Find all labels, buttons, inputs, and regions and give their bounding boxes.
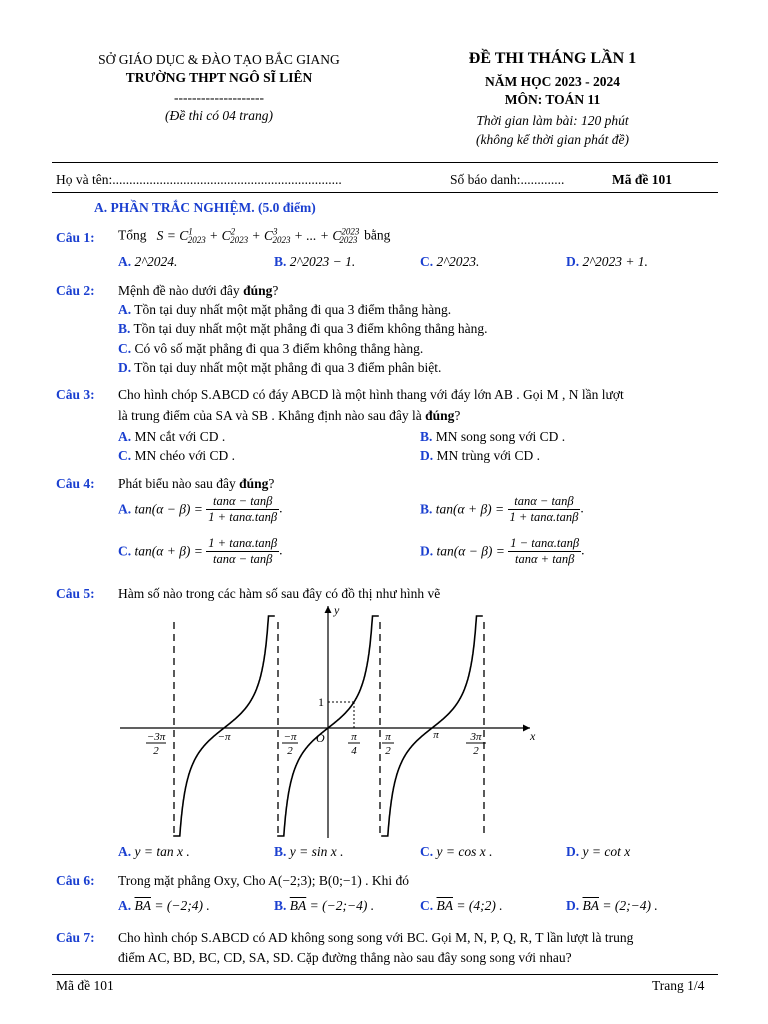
q6-label: Câu 6: — [56, 873, 95, 888]
q1-option-d[interactable]: D. 2^2023 + 1. — [566, 254, 648, 269]
student-rule — [52, 192, 718, 193]
q7-label: Câu 7: — [56, 930, 95, 945]
svg-text:4: 4 — [351, 745, 357, 757]
q3-label: Câu 3: — [56, 387, 95, 402]
q1-stem-prefix: Tổng — [118, 227, 147, 243]
q6-stem: Trong mặt phẳng Oxy, Cho A(−2;3); B(0;−1) . Khi đó — [118, 873, 409, 888]
q3-stem-line2: là trung điểm của SA và SB . Khẳng định nào sau đây là đúng? — [118, 408, 461, 423]
q3-option-b[interactable]: B. MN song song với CD . — [420, 429, 566, 444]
svg-text:π: π — [351, 731, 357, 743]
footer-code: Mã đề 101 — [56, 978, 114, 993]
q7-stem-line2: điểm AC, BD, BC, CD, SA, SD. Cặp đường thẳng nào sau đây song song với nhau? — [118, 950, 572, 965]
q5-option-c[interactable]: C. y = cos x . — [420, 844, 493, 859]
q3-option-c[interactable]: C. MN chéo với CD . — [118, 448, 236, 463]
q6-option-b[interactable]: B. $\overline{BA}$ = (−2;−4) . — [274, 898, 375, 913]
student-id-field: Số báo danh:............. — [450, 172, 565, 187]
q2-option-b[interactable]: B. Tồn tại duy nhất một mặt phẳng đi qua 3 điểm không thẳng hàng. — [118, 321, 488, 336]
school-name: TRƯỜNG THPT NGÔ SĨ LIÊN — [125, 70, 313, 85]
q2-option-d[interactable]: D. Tồn tại duy nhất một mặt phẳng đi qua 3 điểm phân biệt. — [118, 360, 442, 375]
q2-option-a[interactable]: A. Tồn tại duy nhất một mặt phẳng đi qua 3 điểm thẳng hàng. — [118, 302, 452, 317]
one-label: 1 — [318, 695, 324, 709]
q6-option-c[interactable]: C. $\overline{BA}$ = (4;2) . — [420, 898, 503, 913]
q5-option-d[interactable]: D. y = cot x — [566, 844, 631, 859]
section-heading — [94, 200, 316, 216]
top-rule — [52, 162, 718, 163]
q1-stem — [118, 226, 390, 245]
section-heading-text: A. PHẦN TRẮC NGHIỆM. (5.0 điểm) — [94, 200, 316, 215]
svg-text:3π: 3π — [470, 731, 482, 743]
footer-rule — [52, 974, 718, 975]
q4-stem: Phát biểu nào sau đây đúng? — [118, 476, 275, 491]
q1-label: Câu 1: — [56, 230, 95, 245]
q1-option-a[interactable]: A. 2^2024. — [118, 254, 178, 269]
origin-label: O — [316, 731, 325, 745]
q6-option-d[interactable]: D. $\overline{BA}$ = (2;−4) . — [566, 898, 658, 913]
header-separator: -------------------- — [174, 90, 264, 105]
page-number: Trang 1/4 — [652, 978, 705, 993]
svg-text:−π: −π — [217, 731, 231, 743]
q5-graph — [120, 602, 550, 842]
svg-text:2: 2 — [153, 745, 159, 757]
q4-option-d[interactable]: D. tan(α − β) = $\frac{1 - \tan\alpha.\tan\beta}{\tan\alpha + \tan\beta}$ . — [420, 536, 585, 566]
svg-text:2: 2 — [473, 745, 479, 757]
q2-label: Câu 2: — [56, 283, 95, 298]
q4-option-b[interactable]: B. tan(α + β) = $\frac{\tan\alpha - \tan\beta}{1 + \tan\alpha.\tan\beta}$ . — [420, 494, 584, 524]
tan-branch-0 — [173, 616, 275, 836]
y-label: y — [334, 603, 340, 617]
q7-stem-line1: Cho hình chóp S.ABCD có AD không song song với BC. Gọi M, N, P, Q, R, T lần lượt là trung — [118, 930, 634, 945]
svg-text:−π: −π — [283, 731, 297, 743]
svg-text:2: 2 — [287, 745, 293, 757]
student-name-field: Họ và tên:.................................................................... — [56, 172, 342, 187]
q1-stem-suffix: bằng — [364, 227, 391, 243]
q2-stem: Mệnh đề nào dưới đây đúng? — [118, 283, 279, 298]
q4-label: Câu 4: — [56, 476, 95, 491]
q2-option-c[interactable]: C. Có vô số mặt phẳng đi qua 3 điểm không thẳng hàng. — [118, 341, 424, 356]
q3-option-a[interactable]: A. MN cắt với CD . — [118, 429, 226, 444]
q5-option-a[interactable]: A. y = tan x . — [118, 844, 190, 859]
q3-option-d[interactable]: D. MN trùng với CD . — [420, 448, 541, 463]
q5-option-b[interactable]: B. y = sin x . — [274, 844, 344, 859]
q1-option-b[interactable]: B. 2^2023 − 1. — [274, 254, 356, 269]
q5-stem: Hàm số nào trong các hàm số sau đây có đồ thị như hình vẽ — [118, 586, 441, 601]
tan-branch-2 — [381, 616, 483, 836]
exam-code: Mã đề 101 — [612, 172, 672, 187]
time-allowed: Thời gian làm bài: 120 phút — [476, 113, 629, 128]
page-count-note: (Đề thi có 04 trang) — [165, 108, 273, 123]
q1-option-c[interactable]: C. 2^2023. — [420, 254, 480, 269]
department-name: SỞ GIÁO DỤC & ĐÀO TẠO BẮC GIANG — [98, 52, 340, 67]
q1-sum-formula: $S = C^1_{2023} + C^2_{2023} + C^3_{2023}$ + ... + $C^{2023}_{2023}$ — [156, 226, 360, 246]
svg-text:2: 2 — [385, 745, 391, 757]
q4-option-a[interactable]: A. tan(α − β) = $\frac{\tan\alpha - \tan\beta}{1 + \tan\alpha.\tan\beta}$ . — [118, 494, 283, 524]
school-year: NĂM HỌC 2023 - 2024 — [485, 74, 620, 89]
svg-text:−3π: −3π — [146, 731, 166, 743]
subject: MÔN: TOÁN 11 — [504, 92, 601, 107]
time-note: (không kể thời gian phát đề) — [475, 132, 630, 147]
exam-title: ĐỀ THI THÁNG LẦN 1 — [468, 50, 637, 67]
svg-text:π: π — [385, 731, 391, 743]
q5-label: Câu 5: — [56, 586, 95, 601]
q3-stem-line1: Cho hình chóp S.ABCD có đáy ABCD là một hình thang với đáy lớn AB . Gọi M , N lần lượt — [118, 387, 624, 402]
q4-option-c[interactable]: C. tan(α + β) = $\frac{1 + \tan\alpha.\tan\beta}{\tan\alpha - \tan\beta}$ . — [118, 536, 283, 566]
svg-text:π: π — [433, 729, 439, 741]
q6-option-a[interactable]: A. $\overline{BA}$ = (−2;4) . — [118, 898, 210, 913]
x-label: x — [530, 729, 536, 743]
